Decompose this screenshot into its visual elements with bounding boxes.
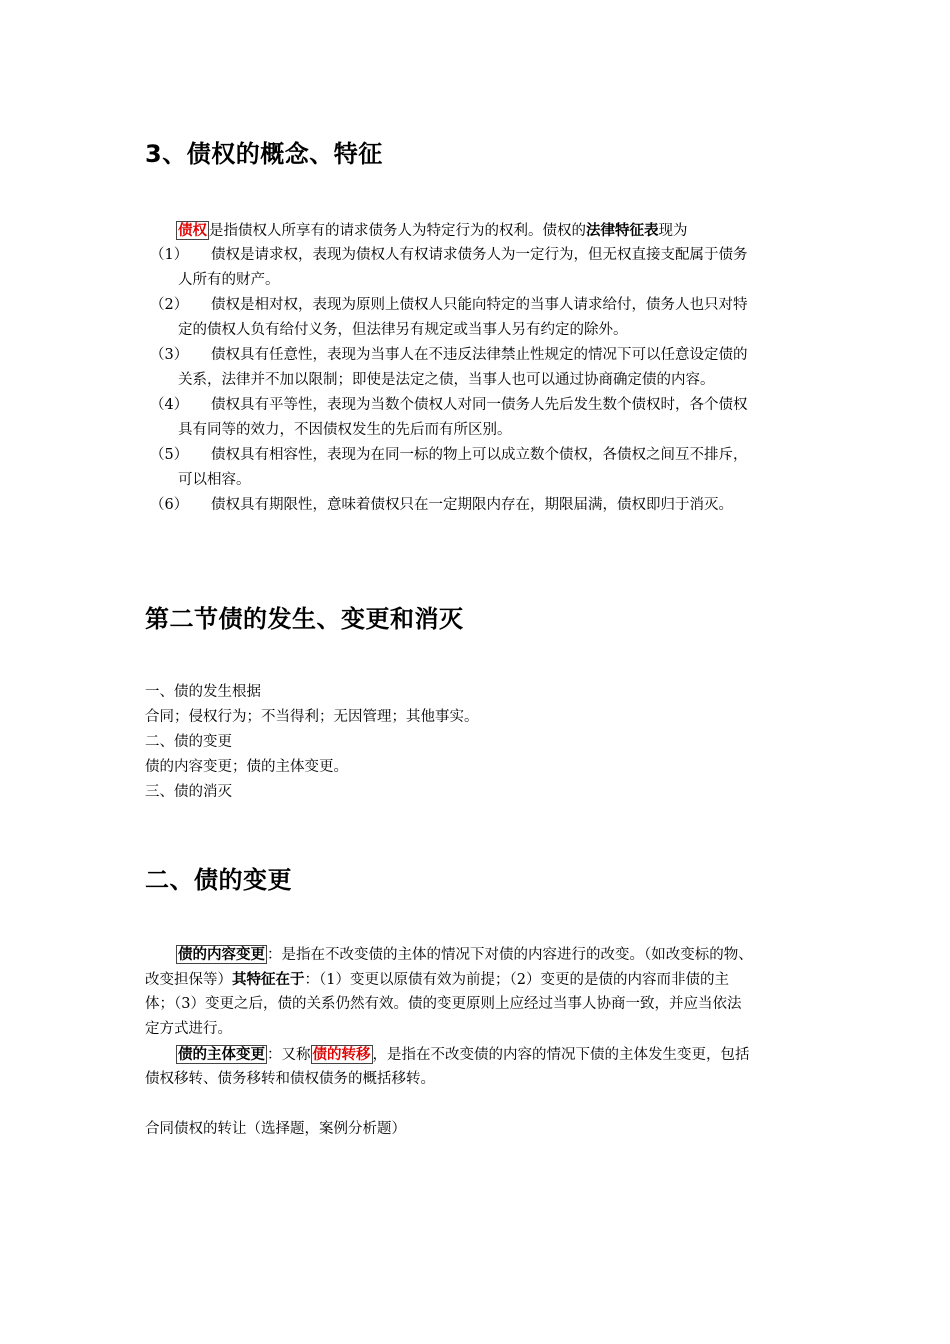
term-box: 债权 <box>178 222 207 239</box>
section-heading: 3、债权的概念、特征 <box>145 140 383 168</box>
list-number: （4） <box>150 397 189 413</box>
paragraph-line: 债的主体变更 ：又称 债的转移 ，是指在不改变债的内容的情况下债的主体发生变更，包括 <box>178 1046 750 1063</box>
intro-text: 是指债权人所享有的请求债务人为特定行为的权利。债权的 <box>209 223 586 239</box>
outline-line: 债的内容变更；债的主体变更。 <box>145 759 348 775</box>
list-number: （3） <box>150 347 189 363</box>
list-item: 债权具有期限性，意味着债权只在一定期限内存在，期限届满，债权即归于消灭。 <box>211 497 733 513</box>
paragraph-line: 改变担保等）其特征在于：（1）变更以原债有效为前提；（2）变更的是债的内容而非债的主 <box>145 971 729 988</box>
list-item: 债权具有平等性，表现为当数个债权人对同一债务人先后发生数个债权时，各个债权 具有同等的效力，不因债权发生的先后而有所区别。 <box>178 397 748 438</box>
paragraph-line: 债权移转、债务移转和债权债务的概括移转。 <box>145 1071 435 1087</box>
outline-line: 一、债的发生根据 <box>145 684 261 700</box>
list-number: （1） <box>150 247 189 263</box>
list-item: 债权是请求权，表现为债权人有权请求债务人为一定行为，但无权直接支配属于债务 人所有的财产。 <box>178 247 748 288</box>
outline-line: 三、债的消灭 <box>145 784 232 800</box>
term-box-red: 债的转移 <box>312 1046 371 1063</box>
paragraph-line: 债的内容变更 ：是指在不改变债的主体的情况下对债的内容进行的改变。（如改变标的物、 <box>178 946 753 963</box>
paragraph-line: 定方式进行。 <box>145 1021 232 1037</box>
intro-text-end: 现为 <box>658 223 688 239</box>
list-number: （6） <box>150 497 189 513</box>
intro-bold-text: 法律特征表 <box>586 222 659 239</box>
term-box: 债的内容变更 <box>178 946 265 963</box>
list-item: 债权具有任意性，表现为当事人在不违反法律禁止性规定的情况下可以任意设定债的 关系，法律并不加以限制；即使是法定之债，当事人也可以通过协商确定债的内容。 <box>178 347 748 388</box>
paragraph-line: 体；（3）变更之后，债的关系仍然有效。债的变更原则上应经过当事人协商一致，并应当依法 <box>145 996 742 1012</box>
list-number: （5） <box>150 447 189 463</box>
section-heading: 二、债的变更 <box>145 866 292 894</box>
section-heading: 第二节债的发生、变更和消灭 <box>145 605 464 633</box>
term-box: 债的主体变更 <box>178 1046 265 1063</box>
outline-line: 合同；侵权行为；不当得利；无因管理；其他事实。 <box>145 709 479 725</box>
list-number: （2） <box>150 297 189 313</box>
outline-line: 二、债的变更 <box>145 734 232 750</box>
footer-line: 合同债权的转让（选择题，案例分析题） <box>145 1121 406 1137</box>
list-item: 债权具有相容性，表现为在同一标的物上可以成立数个债权，各债权之间互不排斥， 可以相容。 <box>178 447 748 488</box>
intro-paragraph <box>176 218 688 244</box>
list-item: 债权是相对权，表现为原则上债权人只能向特定的当事人请求给付，债务人也只对特 定的债权人负有给付义务，但法律另有规定或当事人另有约定的除外。 <box>178 297 748 338</box>
